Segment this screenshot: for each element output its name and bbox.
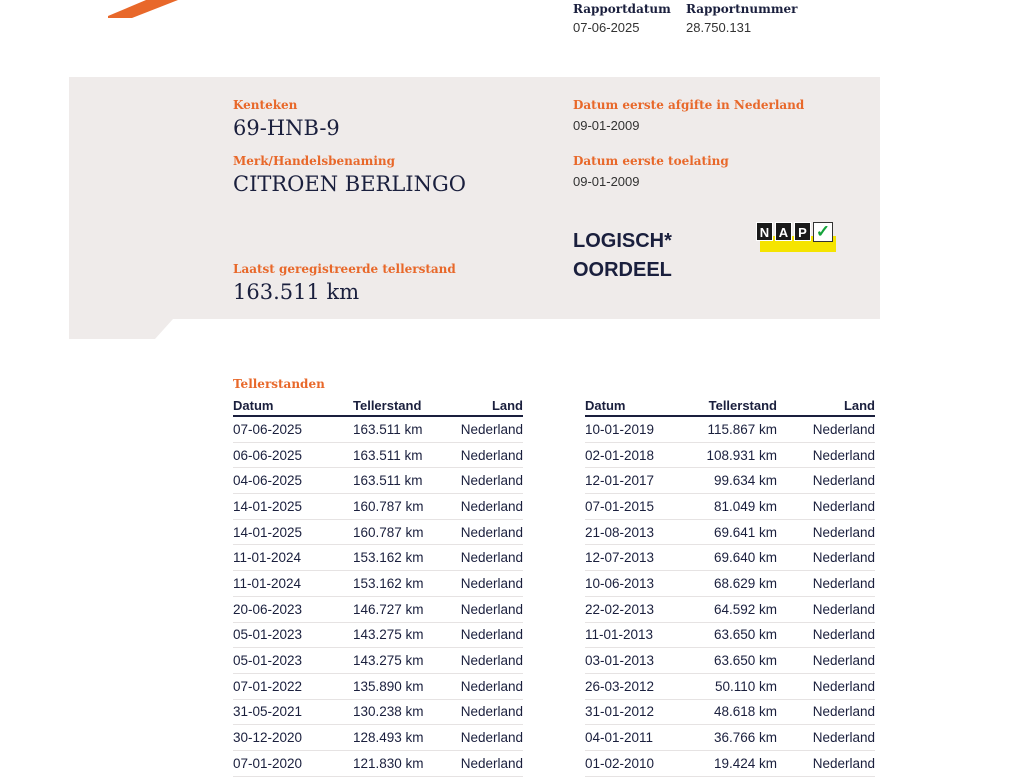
cell-land: Nederland <box>453 416 523 442</box>
cell-land: Nederland <box>777 648 875 674</box>
cell-tellerstand: 160.787 km <box>353 519 453 545</box>
cell-datum: 07-06-2025 <box>233 416 353 442</box>
table-row <box>585 519 875 545</box>
cell-datum: 20-06-2023 <box>233 596 353 622</box>
table-row <box>585 494 875 520</box>
cell-land: Nederland <box>453 673 523 699</box>
cell-land: Nederland <box>453 468 523 494</box>
cell-datum: 07-01-2015 <box>585 494 695 520</box>
cell-land: Nederland <box>777 468 875 494</box>
table-row <box>233 622 523 648</box>
nap-logo <box>756 222 836 252</box>
cell-datum: 26-03-2012 <box>585 673 695 699</box>
table-row <box>233 648 523 674</box>
eerste-toelating-label: Datum eerste toelating <box>573 154 729 168</box>
column-header-datum: Datum <box>585 396 695 416</box>
cell-datum: 03-01-2013 <box>585 648 695 674</box>
table-row <box>585 673 875 699</box>
kenteken-label: Kenteken <box>233 98 298 112</box>
cell-tellerstand: 68.629 km <box>695 571 777 597</box>
cell-land: Nederland <box>453 596 523 622</box>
merk-field <box>233 154 466 196</box>
cell-tellerstand: 50.110 km <box>695 673 777 699</box>
kenteken-field <box>233 98 340 140</box>
tellerstanden-table-right <box>585 396 875 777</box>
table-row <box>233 699 523 725</box>
table-row <box>585 596 875 622</box>
table-header-row <box>585 396 875 416</box>
kenteken-value: 69-HNB-9 <box>233 116 340 140</box>
logo-mark <box>108 0 178 18</box>
cell-land: Nederland <box>777 725 875 751</box>
table-row <box>233 468 523 494</box>
eerste-afgifte-value: 09-01-2009 <box>573 118 640 133</box>
table-row <box>233 750 523 776</box>
cell-land: Nederland <box>777 442 875 468</box>
table-row <box>233 442 523 468</box>
column-header-datum: Datum <box>233 396 353 416</box>
cell-datum: 12-07-2013 <box>585 545 695 571</box>
rapportdatum-label: Rapportdatum <box>573 2 671 16</box>
cell-land: Nederland <box>453 494 523 520</box>
rapportdatum-value: 07-06-2025 <box>573 20 640 35</box>
cell-datum: 14-01-2025 <box>233 519 353 545</box>
column-header-tellerstand: Tellerstand <box>353 396 453 416</box>
cell-tellerstand: 153.162 km <box>353 545 453 571</box>
cell-land: Nederland <box>777 673 875 699</box>
table-row <box>585 648 875 674</box>
cell-tellerstand: 36.766 km <box>695 725 777 751</box>
rapportnummer-block <box>686 2 797 35</box>
cell-tellerstand: 146.727 km <box>353 596 453 622</box>
table-row <box>233 545 523 571</box>
cell-tellerstand: 69.641 km <box>695 519 777 545</box>
cell-datum: 07-01-2020 <box>233 750 353 776</box>
cell-datum: 05-01-2023 <box>233 648 353 674</box>
cell-datum: 10-01-2019 <box>585 416 695 442</box>
cell-tellerstand: 63.650 km <box>695 622 777 648</box>
cell-tellerstand: 163.511 km <box>353 416 453 442</box>
table-row <box>233 725 523 751</box>
table-row <box>585 699 875 725</box>
nap-letter-p: P <box>794 222 811 241</box>
cell-tellerstand: 63.650 km <box>695 648 777 674</box>
cell-land: Nederland <box>453 648 523 674</box>
cell-datum: 31-01-2012 <box>585 699 695 725</box>
cell-tellerstand: 143.275 km <box>353 648 453 674</box>
cell-land: Nederland <box>453 725 523 751</box>
cell-land: Nederland <box>453 545 523 571</box>
eerste-afgifte-field <box>573 98 804 133</box>
cell-datum: 14-01-2025 <box>233 494 353 520</box>
table-row <box>585 416 875 442</box>
rapportnummer-value: 28.750.131 <box>686 20 752 35</box>
tellerstand-value: 163.511 km <box>233 280 360 304</box>
table-row <box>233 494 523 520</box>
table-row <box>233 673 523 699</box>
cell-land: Nederland <box>777 571 875 597</box>
nap-letter-n: N <box>756 222 773 241</box>
cell-tellerstand: 48.618 km <box>695 699 777 725</box>
cell-land: Nederland <box>453 519 523 545</box>
cell-datum: 12-01-2017 <box>585 468 695 494</box>
table-row <box>585 468 875 494</box>
cell-datum: 21-08-2013 <box>585 519 695 545</box>
cell-tellerstand: 69.640 km <box>695 545 777 571</box>
merk-value: CITROEN BERLINGO <box>233 172 466 196</box>
cell-tellerstand: 108.931 km <box>695 442 777 468</box>
cell-datum: 02-01-2018 <box>585 442 695 468</box>
oordeel-line1: LOGISCH* <box>573 230 672 252</box>
table-header-row <box>233 396 523 416</box>
tellerstand-label: Laatst geregistreerde tellerstand <box>233 262 456 276</box>
table-row <box>585 571 875 597</box>
cell-tellerstand: 19.424 km <box>695 750 777 776</box>
cell-tellerstand: 163.511 km <box>353 442 453 468</box>
cell-datum: 06-06-2025 <box>233 442 353 468</box>
cell-land: Nederland <box>777 416 875 442</box>
tellerstanden-table-left <box>233 396 523 777</box>
cell-land: Nederland <box>453 571 523 597</box>
cell-land: Nederland <box>777 622 875 648</box>
cell-datum: 10-06-2013 <box>585 571 695 597</box>
table-row <box>585 442 875 468</box>
cell-tellerstand: 135.890 km <box>353 673 453 699</box>
eerste-afgifte-label: Datum eerste afgifte in Nederland <box>573 98 805 112</box>
table-row <box>233 519 523 545</box>
cell-land: Nederland <box>777 545 875 571</box>
column-header-tellerstand: Tellerstand <box>695 396 777 416</box>
cell-datum: 11-01-2013 <box>585 622 695 648</box>
cell-datum: 22-02-2013 <box>585 596 695 622</box>
cell-tellerstand: 160.787 km <box>353 494 453 520</box>
cell-land: Nederland <box>777 519 875 545</box>
eerste-toelating-field <box>573 154 729 189</box>
cell-datum: 31-05-2021 <box>233 699 353 725</box>
cell-land: Nederland <box>453 622 523 648</box>
cell-datum: 07-01-2022 <box>233 673 353 699</box>
cell-land: Nederland <box>777 750 875 776</box>
cell-datum: 11-01-2024 <box>233 571 353 597</box>
oordeel-line2: OORDEEL <box>573 259 672 281</box>
cell-tellerstand: 121.830 km <box>353 750 453 776</box>
cell-tellerstand: 99.634 km <box>695 468 777 494</box>
table-row <box>585 750 875 776</box>
cell-land: Nederland <box>453 442 523 468</box>
cell-datum: 04-01-2011 <box>585 725 695 751</box>
table-row <box>585 545 875 571</box>
cell-tellerstand: 130.238 km <box>353 699 453 725</box>
cell-land: Nederland <box>453 750 523 776</box>
rapportdatum-block <box>573 2 671 35</box>
cell-tellerstand: 163.511 km <box>353 468 453 494</box>
table-row <box>233 571 523 597</box>
tellerstand-field <box>233 262 456 304</box>
cell-tellerstand: 153.162 km <box>353 571 453 597</box>
table-row <box>585 725 875 751</box>
tellerstanden-title: Tellerstanden <box>233 377 325 391</box>
nap-letter-a: A <box>775 222 792 241</box>
check-icon: ✓ <box>813 222 833 242</box>
cell-tellerstand: 81.049 km <box>695 494 777 520</box>
table-row <box>585 622 875 648</box>
cell-tellerstand: 143.275 km <box>353 622 453 648</box>
table-row <box>233 416 523 442</box>
column-header-land: Land <box>453 396 523 416</box>
merk-label: Merk/Handelsbenaming <box>233 154 396 168</box>
cell-tellerstand: 128.493 km <box>353 725 453 751</box>
table-row <box>233 596 523 622</box>
eerste-toelating-value: 09-01-2009 <box>573 174 640 189</box>
cell-datum: 04-06-2025 <box>233 468 353 494</box>
cell-datum: 01-02-2010 <box>585 750 695 776</box>
cell-land: Nederland <box>453 699 523 725</box>
cell-tellerstand: 64.592 km <box>695 596 777 622</box>
cell-datum: 30-12-2020 <box>233 725 353 751</box>
cell-datum: 11-01-2024 <box>233 545 353 571</box>
cell-datum: 05-01-2023 <box>233 622 353 648</box>
cell-land: Nederland <box>777 596 875 622</box>
column-header-land: Land <box>777 396 875 416</box>
cell-tellerstand: 115.867 km <box>695 416 777 442</box>
cell-land: Nederland <box>777 494 875 520</box>
oordeel-text <box>573 227 672 285</box>
rapportnummer-label: Rapportnummer <box>686 2 798 16</box>
cell-land: Nederland <box>777 699 875 725</box>
